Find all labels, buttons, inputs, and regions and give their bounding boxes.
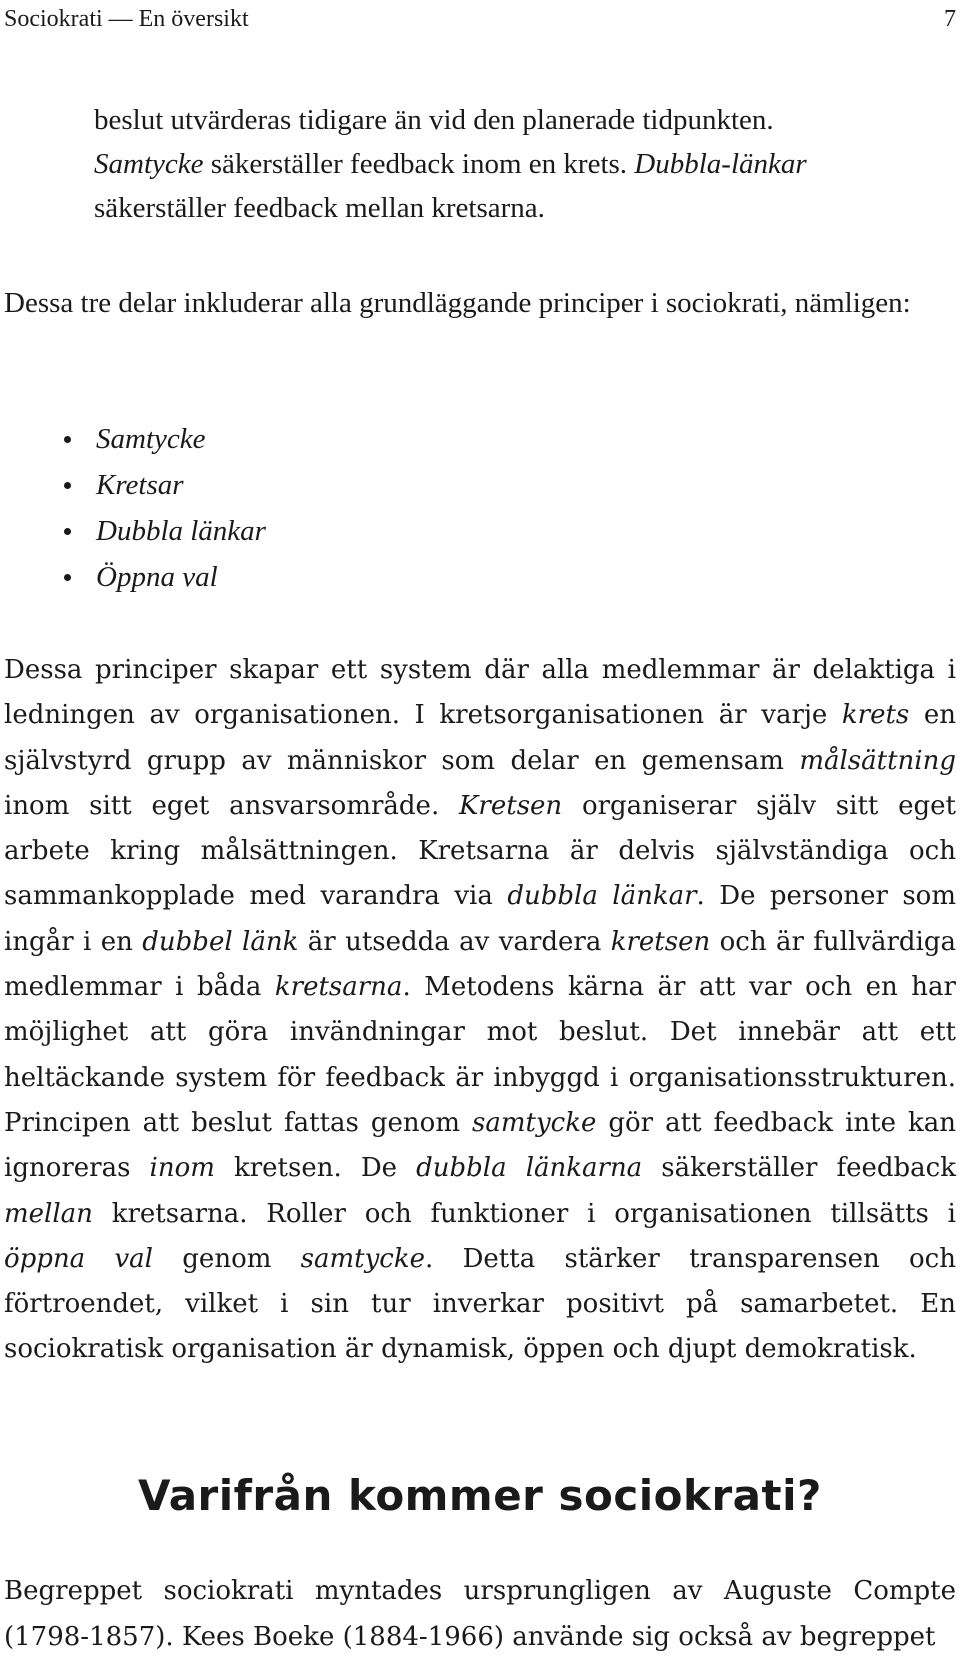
running-title: Sociokrati — En översikt: [4, 6, 249, 32]
section-heading: Varifrån kommer sociokrati?: [138, 1471, 822, 1520]
emphasis: krets: [841, 700, 910, 731]
text-run: kretsarna. Roller och funktioner i organisationen tillsätts i: [92, 1198, 956, 1229]
emphasis: dubbla länkar: [507, 881, 697, 912]
list-item-label: Öppna val: [96, 561, 218, 593]
text-run: är utsedda av vardera: [298, 926, 611, 957]
text-run: organiserar själv sitt eget arbete kring målsättningen. Kretsarna är delvis självständiga och sammankopplade med varandra via: [4, 790, 956, 912]
emphasis: dubbla länkarna: [416, 1153, 643, 1184]
text-run: . Metodens kärna är att var och en har möjlighet att göra invändningar mot beslut. Det innebär att ett heltäckande system för feedback är inbyggd i organisationsstrukturen. Principen att beslut fattas genom: [4, 972, 956, 1138]
bullet-icon: [64, 436, 71, 443]
emphasis: kretsen: [610, 926, 711, 957]
emphasis: samtycke: [300, 1243, 426, 1274]
running-header: [4, 2, 956, 36]
emphasis: dubbel länk: [142, 926, 299, 957]
text-run: genom: [153, 1243, 301, 1274]
bullet-icon: [64, 574, 71, 581]
emphasis: samtycke: [472, 1107, 597, 1138]
text-run: Dessa principer skapar ett system där alla medlemmar är delaktiga i ledningen av organisationen. I kretsorganisationen är varje: [4, 655, 956, 731]
text-run: och är fullvärdiga medlemmar i båda: [4, 926, 957, 1003]
text-run: . De personer som ingår i en: [4, 881, 956, 957]
text-run: . Detta stärker transparensen och förtroendet, vilket i sin tur inverkar positivt på samarbetet. En sociokratisk organisation är dynamisk, öppen och djupt demokratisk.: [4, 1243, 956, 1365]
list-item: [60, 508, 266, 554]
emphasis: mellan: [4, 1198, 93, 1229]
emphasis: öppna val: [4, 1243, 153, 1274]
text-run: gör att feedback inte kan ignoreras: [4, 1107, 956, 1184]
paragraph-origin: Begreppet sociokrati myntades ursprungligen av Auguste Compte (1798-1857). Kees Boeke (1884-1966) använde sig också av begreppet: [4, 1576, 956, 1652]
text-run: säkerställer feedback inom en krets.: [203, 148, 635, 180]
list-item-label: Kretsar: [96, 469, 184, 501]
emphasis: Kretsen: [459, 790, 563, 821]
text-run: inom sitt eget ansvarsområde.: [4, 790, 459, 821]
principles-list: [60, 416, 266, 600]
bullet-icon: [64, 528, 71, 535]
text-run: en självstyrd grupp av människor som delar en gemensam: [4, 700, 956, 776]
list-item: [60, 554, 266, 600]
text-run: beslut utvärderas tidigare än vid den planerade tidpunkten.: [94, 104, 774, 136]
paragraph-intro-principles: Dessa tre delar inkluderar alla grundläggande principer i sociokrati, nämligen:: [4, 287, 911, 319]
paragraph-continuation: [94, 98, 954, 230]
text-run: säkerställer feedback mellan kretsarna.: [94, 192, 545, 224]
emphasis: Dubbla-länkar: [634, 148, 807, 180]
bullet-icon: [64, 482, 71, 489]
paragraph-principles-explained: [4, 648, 956, 1373]
text-run: kretsen. De: [214, 1153, 417, 1184]
list-item: [60, 462, 266, 508]
list-item-label: Samtycke: [96, 423, 206, 455]
emphasis: Samtycke: [94, 148, 204, 180]
text-run: säkerställer feedback: [642, 1153, 956, 1184]
page-number: 7: [944, 6, 956, 32]
emphasis: kretsarna: [274, 972, 403, 1003]
list-item: [60, 416, 266, 462]
list-item-label: Dubbla länkar: [96, 515, 266, 547]
emphasis: inom: [149, 1153, 215, 1184]
emphasis: målsättning: [799, 745, 956, 776]
